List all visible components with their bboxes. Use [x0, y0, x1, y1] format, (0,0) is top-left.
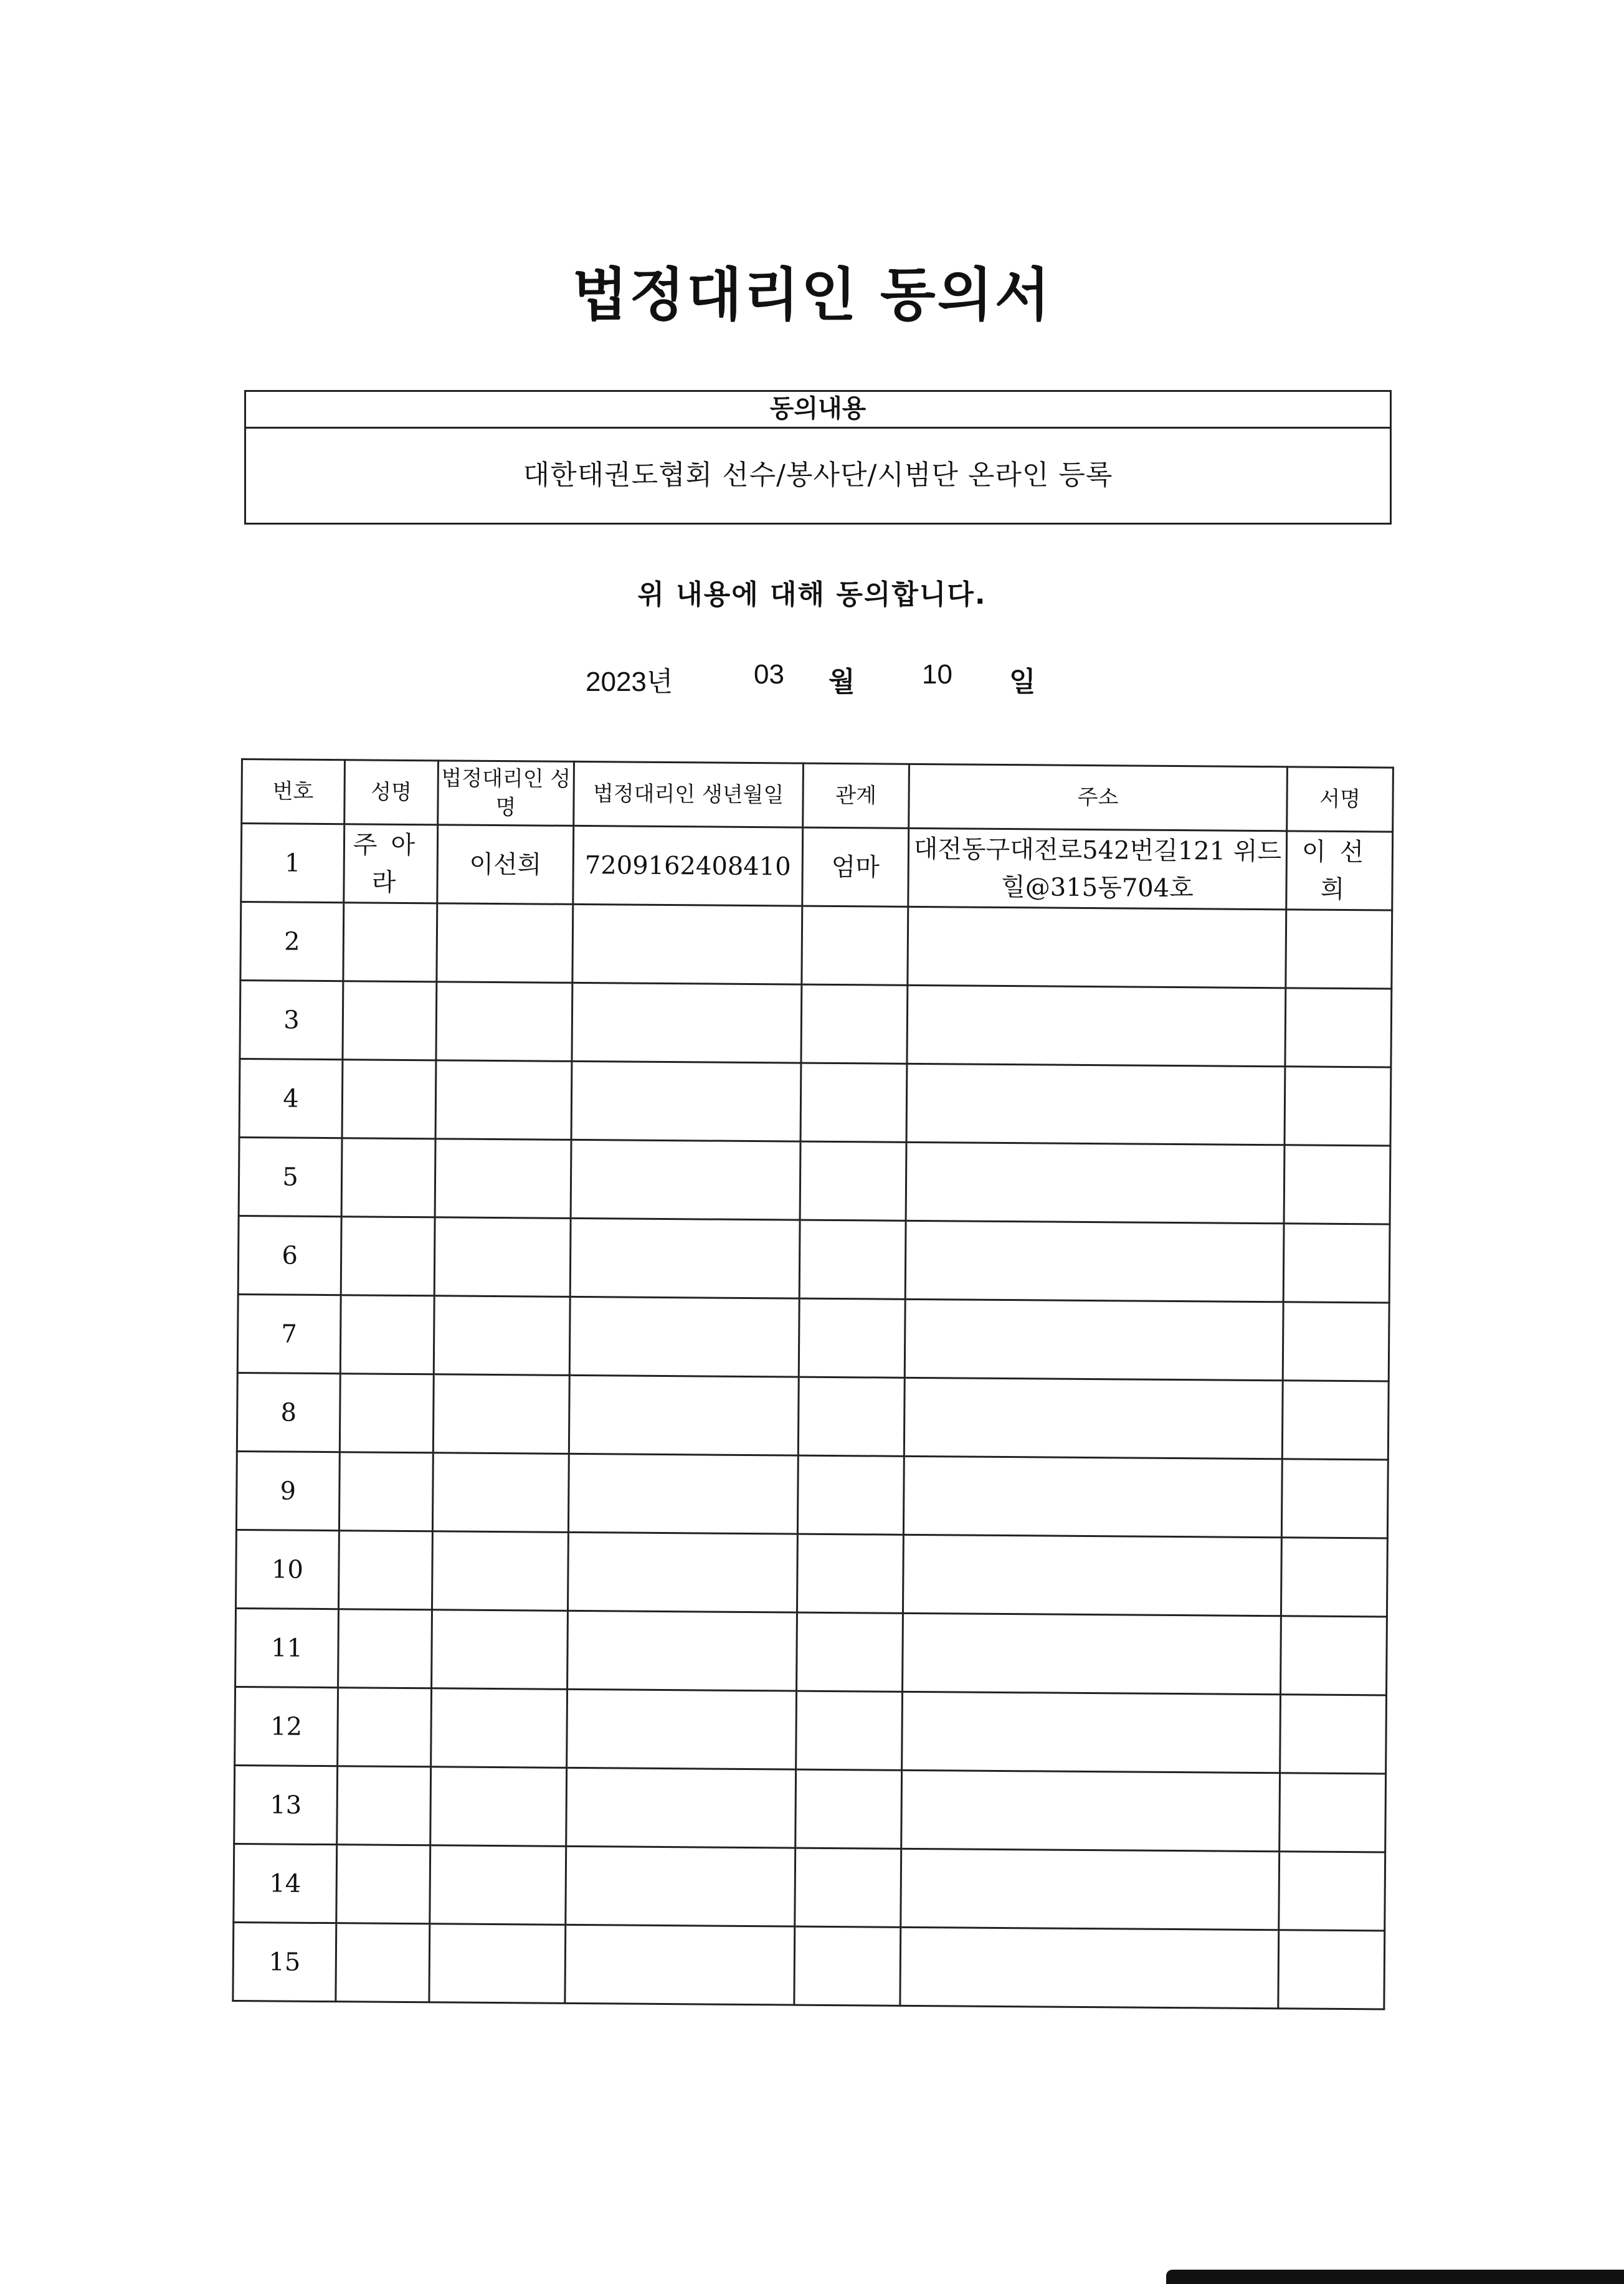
document-title: 법정대리인 동의서	[572, 262, 1052, 328]
table-row	[235, 1687, 1387, 1774]
date-day-unit: 일	[1009, 667, 1036, 697]
table-row	[240, 902, 1392, 989]
scan-edge-mark	[1166, 2270, 1624, 2284]
consent-content: 대한태권도협회 선수/봉사단/시범단 온라인 등록	[523, 459, 1113, 491]
row-no: 6	[238, 1216, 341, 1295]
date-day: 10	[922, 659, 952, 690]
row-signature: 이선희	[1286, 831, 1393, 910]
table-row	[237, 1373, 1389, 1460]
row-relation: 엄마	[802, 827, 909, 906]
header-signature: 서명	[1287, 767, 1394, 832]
date-year: 2023년	[586, 667, 673, 697]
row-no: 13	[234, 1765, 338, 1844]
consent-heading: 동의내용	[246, 392, 1390, 429]
table-row	[233, 1922, 1385, 2009]
row-no: 1	[241, 824, 344, 903]
row-address: 대전동구대전로542번길121 위드힐@315동704호	[908, 828, 1287, 909]
table-row	[239, 1059, 1391, 1146]
table-row	[234, 1844, 1385, 1931]
header-relation: 관계	[803, 763, 909, 828]
row-no: 3	[240, 981, 343, 1060]
row-guardian-name: 이선희	[437, 825, 574, 905]
table-header-row	[242, 759, 1394, 832]
date-month: 03	[754, 659, 784, 690]
row-name: 주아라	[344, 824, 438, 903]
table-row	[239, 1137, 1390, 1224]
table-row	[238, 1216, 1390, 1303]
row-no: 15	[233, 1922, 336, 2001]
table-row	[234, 1765, 1386, 1852]
row-no: 7	[237, 1294, 341, 1373]
registration-table	[232, 758, 1394, 2010]
table-row	[241, 824, 1393, 911]
row-no: 10	[235, 1530, 339, 1609]
date-month-unit: 월	[829, 667, 855, 697]
row-no: 4	[239, 1059, 343, 1138]
table-row	[235, 1608, 1387, 1695]
table-row	[235, 1530, 1387, 1617]
row-no: 12	[235, 1687, 338, 1766]
agreement-statement: 위 내용에 대해 동의합니다.	[637, 579, 987, 611]
header-guardian-birth: 법정대리인 생년월일	[574, 761, 804, 827]
row-no: 9	[236, 1451, 340, 1530]
row-guardian-birth: 7209162408410	[573, 826, 803, 906]
header-no: 번호	[242, 759, 345, 824]
table-row	[237, 1294, 1389, 1381]
consent-box	[244, 390, 1392, 525]
row-no: 2	[240, 902, 344, 981]
table-row	[236, 1451, 1388, 1538]
row-no: 5	[239, 1137, 342, 1216]
header-guardian-name: 법정대리인 성명	[438, 761, 574, 826]
header-address: 주소	[909, 764, 1288, 830]
row-no: 11	[235, 1608, 339, 1687]
row-no: 14	[234, 1844, 337, 1923]
table-row	[240, 981, 1392, 1068]
header-name: 성명	[344, 760, 439, 825]
row-no: 8	[237, 1373, 340, 1452]
